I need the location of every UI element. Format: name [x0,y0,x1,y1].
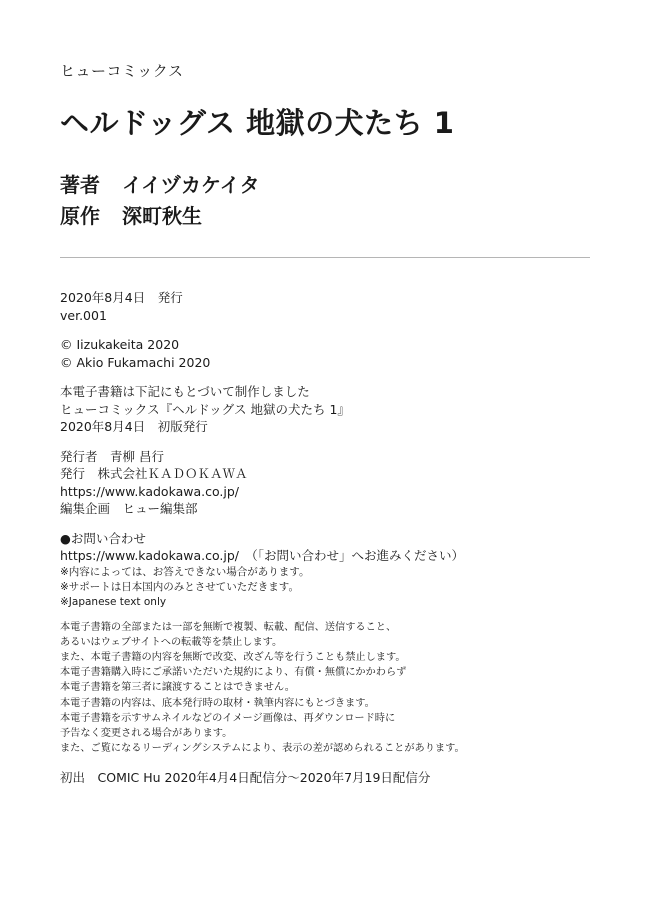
publisher-block [60,448,600,518]
inquiry-url-line: https://www.kadokawa.co.jp/ （「お問い合わせ」へお進みください） [60,548,464,563]
notice-line: 本電子書籍の内容は、底本発行時の取材・執筆内容にもとづきます。 [60,697,375,709]
imprint-label: ヒューコミックス [60,62,184,80]
notice-line: あるいはウェブサイトへの転載等を禁止します。 [60,636,283,648]
copyright-line: © Akio Fukamachi 2020 [60,354,211,370]
notice-line: また、本電子書籍の内容を無断で改変、改ざん等を行うことも禁止します。 [60,651,406,663]
inquiry-note: ※内容によっては、お答えできない場合があります。 [60,565,310,578]
publisher-url: https://www.kadokawa.co.jp/ [60,483,239,499]
publication-date: 2020年8月4日 発行 [60,290,183,305]
version: ver.001 [60,307,107,323]
first-appearance: 初出 COMIC Hu 2020年4月4日配信分～2020年7月19日配信分 [60,770,431,786]
publication-block [60,289,600,324]
divider [60,257,590,258]
inquiry-block [60,530,600,610]
notice-line: 予告なく変更される場合があります。 [60,727,233,739]
credit-role: 著者 [60,173,100,197]
legal-notice [60,620,600,757]
notice-line: 本電子書籍購入時にご承諾いただいた規約により、有償・無償にかかわらず [60,667,407,679]
copyright-line: © Iizukakeita 2020 [60,337,180,352]
notice-line: また、ご覧になるリーディングシステムにより、表示の差が認められることがあります。 [60,743,465,755]
credit-role: 原作 [60,204,100,228]
notice-line: 本電子書籍を第三者に譲渡することはできません。 [60,682,295,694]
basis-line: 本電子書籍は下記にもとづいて制作しました [60,384,310,399]
inquiry-heading: ●お問い合わせ [60,530,146,546]
notice-line: 本電子書籍の全部または一部を無断で複製、転載、配信、送信すること、 [60,621,397,633]
inquiry-note: ※Japanese text only [60,595,167,608]
credit-name: イイヅカケイタ [122,173,260,197]
credit-name: 深町秋生 [122,204,202,228]
basis-block [60,383,600,436]
company-line: 発行 株式会社ＫＡＤＯＫＡＷＡ [60,466,248,481]
basis-line: 2020年8月4日 初版発行 [60,419,208,434]
editor-line: 編集企画 ヒュー編集部 [60,501,198,516]
issuer-line: 発行者 青柳 昌行 [60,448,164,464]
credits [60,170,260,232]
inquiry-note: ※サポートは日本国内のみとさせていただきます。 [60,580,299,593]
notice-line: 本電子書籍を示すサムネイルなどのイメージ画像は、再ダウンロード時に [60,712,396,724]
basis-line: ヒューコミックス『ヘルドッグス 地獄の犬たち 1』 [60,401,350,417]
copyright-block [60,336,600,371]
colophon-text [60,289,600,787]
book-title: ヘルドッグス 地獄の犬たち 1 [60,106,455,140]
credit-author [60,170,260,201]
credit-original-work [60,201,260,232]
